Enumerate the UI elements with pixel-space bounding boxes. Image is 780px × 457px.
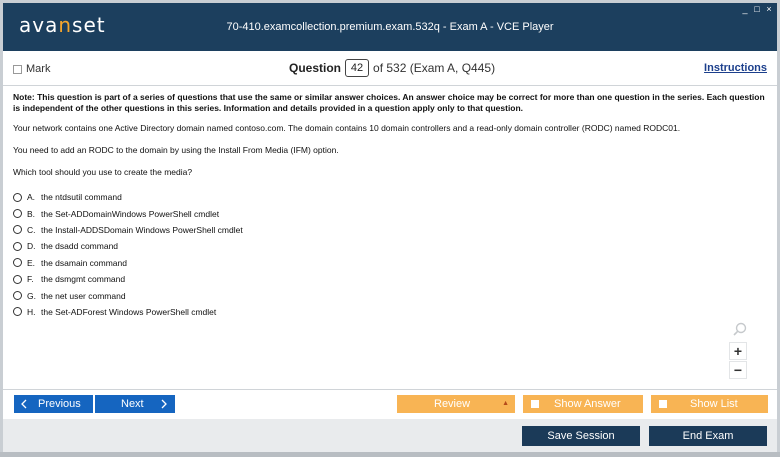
- answer-text: the Install-ADDSDomain Windows PowerShell cmdlet: [41, 224, 243, 235]
- answer-text: the net user command: [41, 290, 126, 301]
- answer-letter: D.: [27, 241, 36, 252]
- instructions-link[interactable]: Instructions: [704, 62, 767, 74]
- answer-letter: C.: [27, 224, 36, 235]
- checkbox-icon[interactable]: [13, 65, 22, 74]
- answer-option-g[interactable]: [13, 287, 767, 303]
- logo-text-prefix: ava: [19, 13, 59, 37]
- triangle-up-icon: ▲: [502, 400, 509, 407]
- next-button[interactable]: [95, 395, 175, 413]
- answer-option-c[interactable]: [13, 222, 767, 238]
- answer-option-a[interactable]: [13, 189, 767, 205]
- zoom-out-button[interactable]: −: [729, 361, 747, 379]
- answer-text: the Set-ADForest Windows PowerShell cmdlet: [41, 306, 217, 317]
- mark-label: Mark: [26, 63, 51, 75]
- previous-label: Previous: [38, 398, 81, 410]
- footer-bar: [3, 419, 777, 452]
- radio-icon[interactable]: [13, 291, 22, 300]
- answer-option-f[interactable]: [13, 271, 767, 287]
- radio-icon[interactable]: [13, 275, 22, 284]
- question-content: [3, 86, 777, 389]
- chevron-left-icon: [20, 395, 28, 419]
- answer-letter: E.: [27, 257, 36, 268]
- logo-text-suffix: set: [72, 13, 106, 37]
- save-session-button[interactable]: Save Session: [522, 426, 640, 446]
- answer-list: [13, 189, 767, 320]
- answer-letter: G.: [27, 290, 36, 301]
- checkbox-icon[interactable]: [659, 400, 667, 408]
- radio-icon[interactable]: [13, 209, 22, 218]
- zoom-in-button[interactable]: +: [729, 342, 747, 360]
- answer-letter: F.: [27, 274, 34, 285]
- title-bar: [3, 3, 777, 51]
- answer-letter: A.: [27, 192, 36, 203]
- answer-text: the dsamain command: [41, 257, 127, 268]
- show-list-label: Show List: [690, 398, 738, 410]
- answer-letter: B.: [27, 208, 36, 219]
- question-prompt: Which tool should you use to create the media?: [13, 167, 193, 177]
- question-label: Question: [289, 61, 342, 75]
- checkbox-icon[interactable]: [531, 400, 539, 408]
- next-label: Next: [121, 398, 144, 410]
- radio-icon[interactable]: [13, 258, 22, 267]
- show-answer-label: Show Answer: [554, 398, 621, 410]
- answer-text: the dsmgmt command: [41, 274, 126, 285]
- radio-icon[interactable]: [13, 242, 22, 251]
- maximize-button[interactable]: □: [754, 4, 760, 14]
- question-header: [3, 51, 777, 86]
- answer-option-d[interactable]: [13, 238, 767, 254]
- answer-text: the ntdsutil command: [41, 192, 122, 203]
- radio-icon[interactable]: [13, 307, 22, 316]
- answer-option-b[interactable]: [13, 205, 767, 221]
- navigation-bar: [3, 389, 777, 419]
- logo-text-accent: n: [58, 13, 73, 37]
- review-button[interactable]: [397, 395, 515, 413]
- answer-option-e[interactable]: [13, 255, 767, 271]
- answer-text: the Set-ADDomainWindows PowerShell cmdlet: [41, 208, 220, 219]
- previous-button[interactable]: [14, 395, 93, 413]
- question-number-input[interactable]: 42: [345, 59, 369, 77]
- minimize-button[interactable]: _: [742, 4, 748, 14]
- show-answer-button[interactable]: [523, 395, 643, 413]
- question-count: of 532 (Exam A, Q445): [373, 61, 496, 75]
- window-bottom-edge: [0, 452, 780, 457]
- magnifier-icon: [733, 322, 747, 336]
- close-button[interactable]: ×: [766, 4, 772, 14]
- show-list-button[interactable]: [651, 395, 768, 413]
- answer-letter: H.: [27, 306, 36, 317]
- question-paragraph: You need to add an RODC to the domain by using the Install From Media (IFM) option.: [13, 145, 339, 155]
- question-paragraph: Your network contains one Active Directory domain named contoso.com. The domain contains 10 domain controllers and a read-only domain controller (RODC) named RODC01.: [13, 123, 681, 133]
- review-label: Review: [434, 398, 471, 410]
- question-navigator: [289, 59, 495, 77]
- end-exam-button[interactable]: End Exam: [649, 426, 767, 446]
- radio-icon[interactable]: [13, 193, 22, 202]
- window-controls: [741, 4, 773, 14]
- question-note: Note: This question is part of a series of questions that use the same or similar answer choices. An answer choice may be correct for more than one question in the series. Each question is independent of the other questions in this series. Information and details provided in a question apply only to that question.: [13, 92, 765, 113]
- radio-icon[interactable]: [13, 225, 22, 234]
- mark-checkbox[interactable]: [13, 63, 50, 75]
- window-title: 70-410.examcollection.premium.exam.532q - Exam A - VCE Player: [226, 21, 554, 33]
- answer-text: the dsadd command: [41, 241, 119, 252]
- chevron-right-icon: [160, 395, 168, 419]
- answer-option-h[interactable]: [13, 304, 767, 320]
